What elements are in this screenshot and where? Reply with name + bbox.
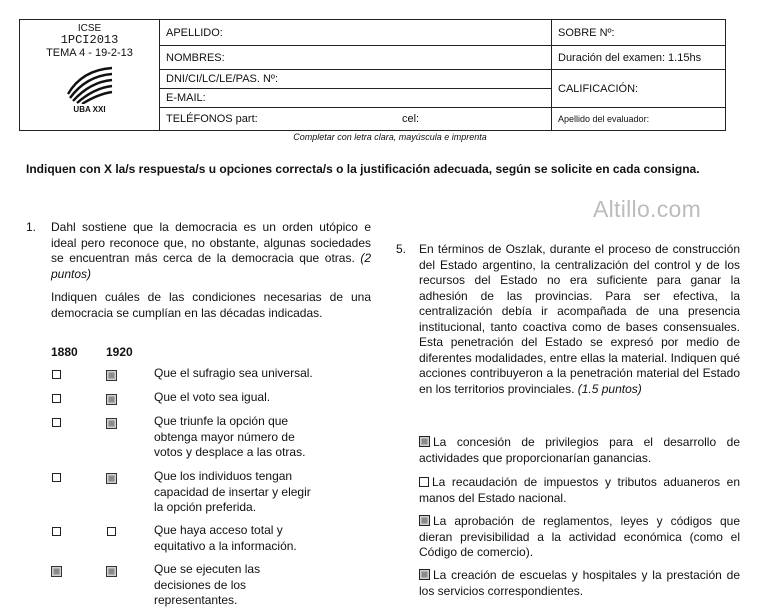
checkbox-1920[interactable] [106, 370, 117, 381]
exam-header [19, 19, 726, 131]
condition-line: Que el voto sea igual. [154, 390, 271, 404]
option-checkbox[interactable] [419, 477, 429, 487]
telefonos-field[interactable] [159, 108, 551, 130]
option-checkbox[interactable] [419, 436, 430, 447]
checkbox-1880[interactable] [52, 418, 61, 427]
dni-label: DNI/CI/LC/LE/PAS. Nº: [166, 73, 279, 85]
dni-field[interactable] [159, 70, 551, 89]
nombres-field[interactable] [159, 46, 551, 70]
course-code: 1PCI2013 [60, 33, 119, 47]
instructions: Indiquen con X la/s respuesta/s u opciones correcta/s o la justificación adecuada, según se solicite en cada consigna. [26, 162, 700, 176]
checkbox-1880[interactable] [51, 566, 62, 577]
checkbox-1920[interactable] [106, 473, 117, 484]
nombres-label: NOMBRES: [166, 51, 225, 64]
condition-line: representantes. [154, 593, 238, 607]
checkbox-1920[interactable] [106, 566, 117, 577]
calificacion-field[interactable] [551, 70, 725, 108]
condition-text [154, 469, 344, 516]
q5-points: (1.5 puntos) [577, 381, 642, 396]
q1-number: 1. [26, 220, 37, 234]
checkbox-1920[interactable] [106, 418, 117, 429]
condition-line: Que haya acceso total y [154, 523, 283, 537]
option-text: La concesión de privilegios para el desarrollo de actividades que proporcionarían ganancias. [419, 435, 740, 465]
checkbox-1880[interactable] [52, 473, 61, 482]
q1-col-1920: 1920 [106, 345, 133, 359]
apellido-label: APELLIDO: [166, 26, 223, 39]
sobre-label: SOBRE Nº: [558, 26, 615, 39]
option-text: La aprobación de reglamentos, leyes y códigos que dieran previsibilidad a la actividad económica (como el Código de comercio). [419, 514, 740, 559]
condition-line: obtenga mayor número de [154, 429, 295, 444]
option-checkbox[interactable] [419, 569, 430, 580]
q5-option [419, 435, 740, 466]
duracion-label: Duración del examen: 1.15hs [558, 51, 702, 64]
q5-option [419, 475, 740, 506]
checkbox-1880[interactable] [52, 394, 61, 403]
q5-number: 5. [396, 242, 407, 256]
checkbox-1880[interactable] [52, 527, 61, 536]
q5-option [419, 514, 740, 561]
calificacion-label: CALIFICACIÓN: [558, 82, 639, 95]
email-label: E-MAIL: [166, 92, 206, 104]
option-checkbox[interactable] [419, 515, 430, 526]
q1-sub: Indiquen cuáles de las condiciones necesarias de una democracia se cumplían en las décadas indicadas. [51, 290, 371, 320]
watermark: Altillo.com [593, 196, 702, 222]
q1-col-1880: 1880 [51, 345, 78, 359]
condition-line: Que el sufragio sea universal. [154, 366, 313, 380]
duracion-field [551, 46, 725, 70]
condition-line: la opción preferida. [154, 500, 257, 514]
cel-label: cel: [402, 113, 420, 125]
evaluador-label: Apellido del evaluador: [558, 114, 650, 124]
condition-line: Que triunfe la opción que [154, 414, 289, 428]
sobre-field[interactable] [551, 20, 725, 46]
exam-info-fields [551, 20, 725, 130]
q1-statement: Dahl sostiene que la democracia es un orden utópico e ideal pero reconoce que, no obstante, algunas sociedades se encuentran más cerca de la democracia que otras. [51, 220, 371, 265]
condition-line: Que los individuos tengan [154, 469, 293, 483]
student-fields [159, 20, 552, 130]
condition-text [154, 366, 344, 382]
uba-logo-icon [64, 64, 116, 104]
condition-line: equitativo a la información. [154, 538, 297, 553]
condition-text [154, 414, 344, 461]
q5-text [419, 242, 740, 397]
condition-text [154, 523, 344, 554]
tema-label: TEMA 4 - 19-2-13 [46, 47, 133, 59]
evaluador-field[interactable] [551, 108, 725, 130]
condition-line: decisiones de los [154, 577, 247, 592]
fill-hint: Completar con letra clara, mayúscula e imprenta [293, 132, 487, 142]
email-field[interactable] [159, 89, 551, 108]
checkbox-1880[interactable] [52, 370, 61, 379]
apellido-field[interactable] [159, 20, 551, 46]
condition-line: capacidad de insertar y elegir [154, 484, 311, 499]
course-label: ICSE [77, 23, 102, 34]
condition-text [154, 390, 344, 406]
q1-points: (2 puntos) [51, 251, 371, 281]
condition-line: Que se ejecuten las [154, 562, 261, 576]
condition-text [154, 562, 344, 609]
logo-block [20, 20, 160, 130]
q1-text [51, 220, 371, 282]
option-text: La creación de escuelas y hospitales y la prestación de los servicios correspondientes. [419, 568, 740, 598]
checkbox-1920[interactable] [107, 527, 116, 536]
option-text: La recaudación de impuestos y tributos aduaneros en manos del Estado nacional. [419, 475, 740, 505]
condition-line: votos y desplace a las otras. [154, 445, 306, 459]
brand-label: UBA XXI [73, 105, 106, 114]
checkbox-1920[interactable] [106, 394, 117, 405]
q5-statement: En términos de Oszlak, durante el proceso de construcción del Estado argentino, la centralización del control y de los recursos del Estado no era suficiente para ganar la adhesión de las provincias. Para ser efectiva, la centralización debía ir acompañada de una presencia institucional, tanto coactiva como de bases consensuales. Esta penetración del Estado se expresó por medio de diferentes modalidades, entre ellas la material. Indiquen qué acciones contribuyeron a la penetración material del Estado en los territorios provinciales. [419, 242, 740, 396]
q5-option [419, 568, 740, 599]
telefonos-label: TELÉFONOS part: [166, 113, 258, 125]
